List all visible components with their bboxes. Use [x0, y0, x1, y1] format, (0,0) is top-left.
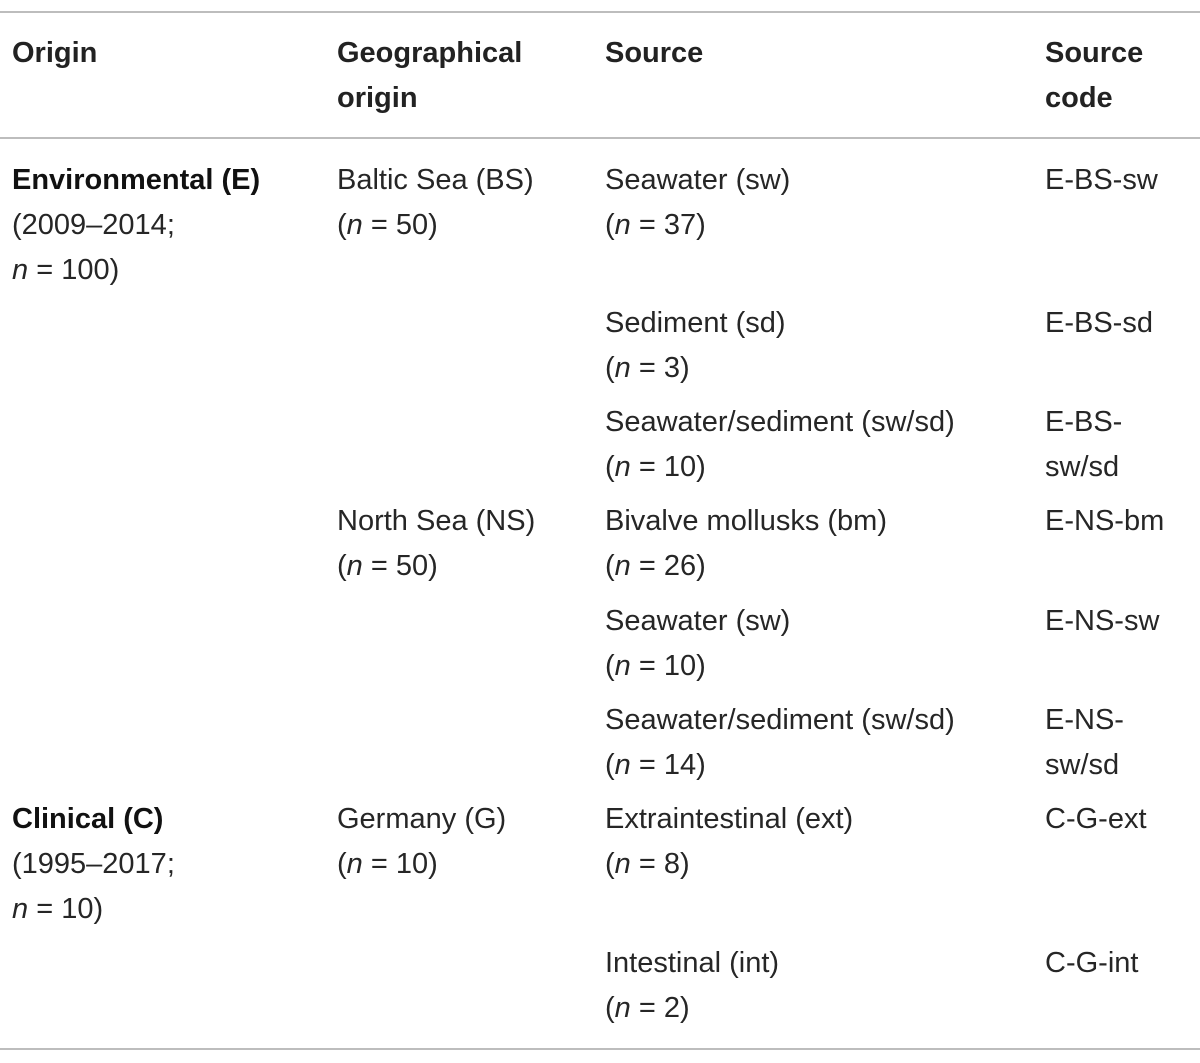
header-source: Source: [605, 37, 704, 69]
table-header-rule: [0, 137, 1200, 139]
source-cell: Seawater/sediment (sw/sd) (n = 14): [605, 704, 955, 781]
origin-environmental: Environmental (E) (2009–2014; n = 100): [12, 164, 261, 286]
header-origin: Origin: [12, 37, 98, 69]
source-code-cell: E-NS-bm: [1045, 505, 1165, 537]
source-code-cell: C-G-ext: [1045, 803, 1147, 835]
source-cell: Sediment (sd) (n = 3): [605, 307, 786, 384]
source-cell: Seawater (sw) (n = 10): [605, 605, 791, 682]
table-top-rule: [0, 11, 1200, 13]
region-germany: Germany (G) (n = 10): [337, 803, 507, 880]
source-code-cell: C-G-int: [1045, 947, 1139, 979]
header-geographical-origin: Geographical origin: [337, 37, 523, 114]
header-source-code: Source code: [1045, 37, 1144, 114]
table-bottom-rule: [0, 1048, 1200, 1050]
region-north-sea: North Sea (NS) (n = 50): [337, 505, 536, 582]
source-code-cell: E-BS-sw: [1045, 164, 1158, 196]
source-code-cell: E-BS- sw/sd: [1045, 406, 1123, 483]
source-cell: Extraintestinal (ext) (n = 8): [605, 803, 854, 880]
source-cell: Intestinal (int) (n = 2): [605, 947, 780, 1024]
source-cell: Bivalve mollusks (bm) (n = 26): [605, 505, 887, 582]
origin-clinical: Clinical (C) (1995–2017; n = 10): [12, 803, 175, 925]
region-baltic-sea: Baltic Sea (BS) (n = 50): [337, 164, 534, 241]
source-code-cell: E-BS-sd: [1045, 307, 1153, 339]
source-cell: Seawater (sw) (n = 37): [605, 164, 791, 241]
source-code-cell: E-NS- sw/sd: [1045, 704, 1124, 781]
source-code-cell: E-NS-sw: [1045, 605, 1160, 637]
source-cell: Seawater/sediment (sw/sd) (n = 10): [605, 406, 955, 483]
